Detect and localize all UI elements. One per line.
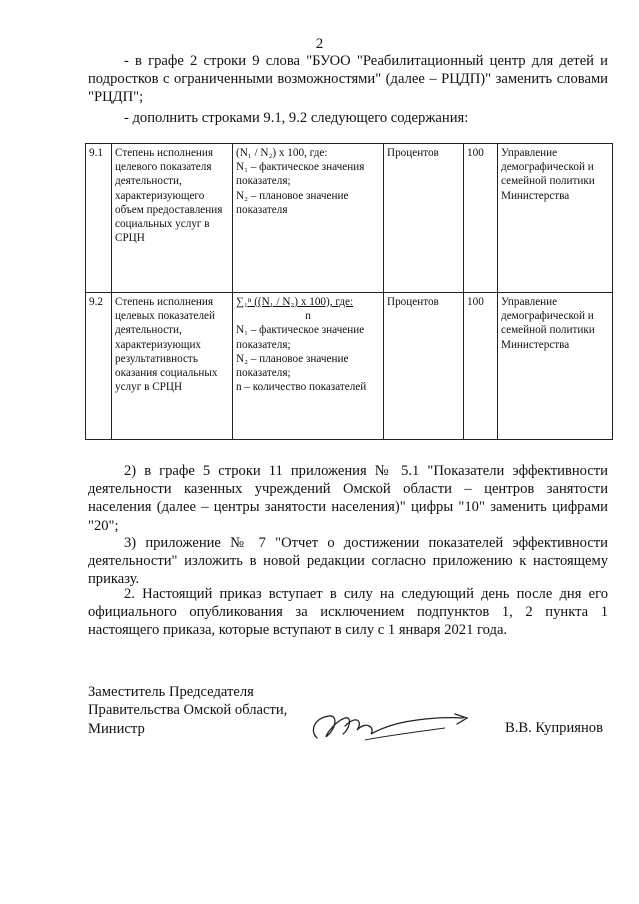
table-row	[86, 144, 613, 293]
value-cell: 100	[464, 144, 498, 293]
paragraph-item-2: 2) в графе 5 строки 11 приложения № 5.1 "Показатели эффективности деятельности казенных учреждений Омской области – центров занятости населения (далее – центры занятости населения)" цифры "10" заменить цифрами "20";	[88, 463, 608, 534]
formula-line: n – количество показателей	[236, 381, 367, 394]
formula-line: N₁ – фактическое значения показателя;	[236, 161, 365, 188]
formula-denominator: n	[305, 310, 311, 323]
row-number: 9.1	[86, 144, 112, 293]
paragraph-add-rows: - дополнить строками 9.1, 9.2 следующего содержания:	[124, 110, 469, 126]
paragraph-item-3: 3) приложение № 7 "Отчет о достижении показателей эффективности деятельности" изложить в новой редакции согласно приложению к настоящему приказу.	[88, 535, 608, 588]
formula-sum: ∑₁ⁿ ((N₁ / N₂) x 100), где:	[236, 296, 354, 308]
signatory-line: Заместитель Председателя	[88, 684, 254, 700]
signatory-title	[88, 683, 287, 738]
formula-cell	[233, 144, 384, 293]
handwritten-signature-icon	[305, 700, 475, 750]
formula-line: N₂ – плановое значение показателя;	[236, 352, 349, 380]
paragraph-replace-words: - в графе 2 строки 9 слова "БУОО "Реабилитационный центр для детей и подростков с ограниченными возможностями" (далее – РЦДП)" заменить словами "РЦДП";	[88, 53, 608, 106]
signatory-name: В.В. Куприянов	[505, 720, 603, 736]
formula-line: N₂ – плановое значение показателя	[236, 189, 349, 216]
signatory-line: Министр	[88, 720, 145, 737]
page-number: 2	[315, 36, 324, 52]
signatory-line: Правительства Омской области,	[88, 702, 288, 719]
responsible-cell: Управление демографической и семейной политики Министерства	[498, 293, 613, 440]
paragraph-effective-date: 2. Настоящий приказ вступает в силу на следующий день после дня его официального опубликования за исключением подпунктов 1, 2 пункта 1 настоящего приказа, которые вступают в силу с 1 января 2021 года.	[88, 586, 608, 639]
indicator-name: Степень исполнения целевых показателей деятельности, характеризующих результативность оказания социальных услуг в СРЦН	[112, 293, 233, 440]
formula-line: N₁ – фактическое значение показателя;	[236, 324, 365, 351]
unit-cell: Процентов	[384, 293, 464, 440]
responsible-cell: Управление демографической и семейной политики Министерства	[498, 144, 613, 293]
table-row	[86, 293, 613, 440]
indicator-name: Степень исполнения целевого показателя деятельности, характеризующего объем предоставления социальных услуг в СРЦН	[112, 144, 233, 293]
indicators-table	[85, 143, 613, 440]
unit-cell: Процентов	[384, 144, 464, 293]
formula-line: (N₁ / N₂) x 100, где:	[236, 147, 328, 159]
value-cell: 100	[464, 293, 498, 440]
formula-cell	[233, 293, 384, 440]
row-number: 9.2	[86, 293, 112, 440]
